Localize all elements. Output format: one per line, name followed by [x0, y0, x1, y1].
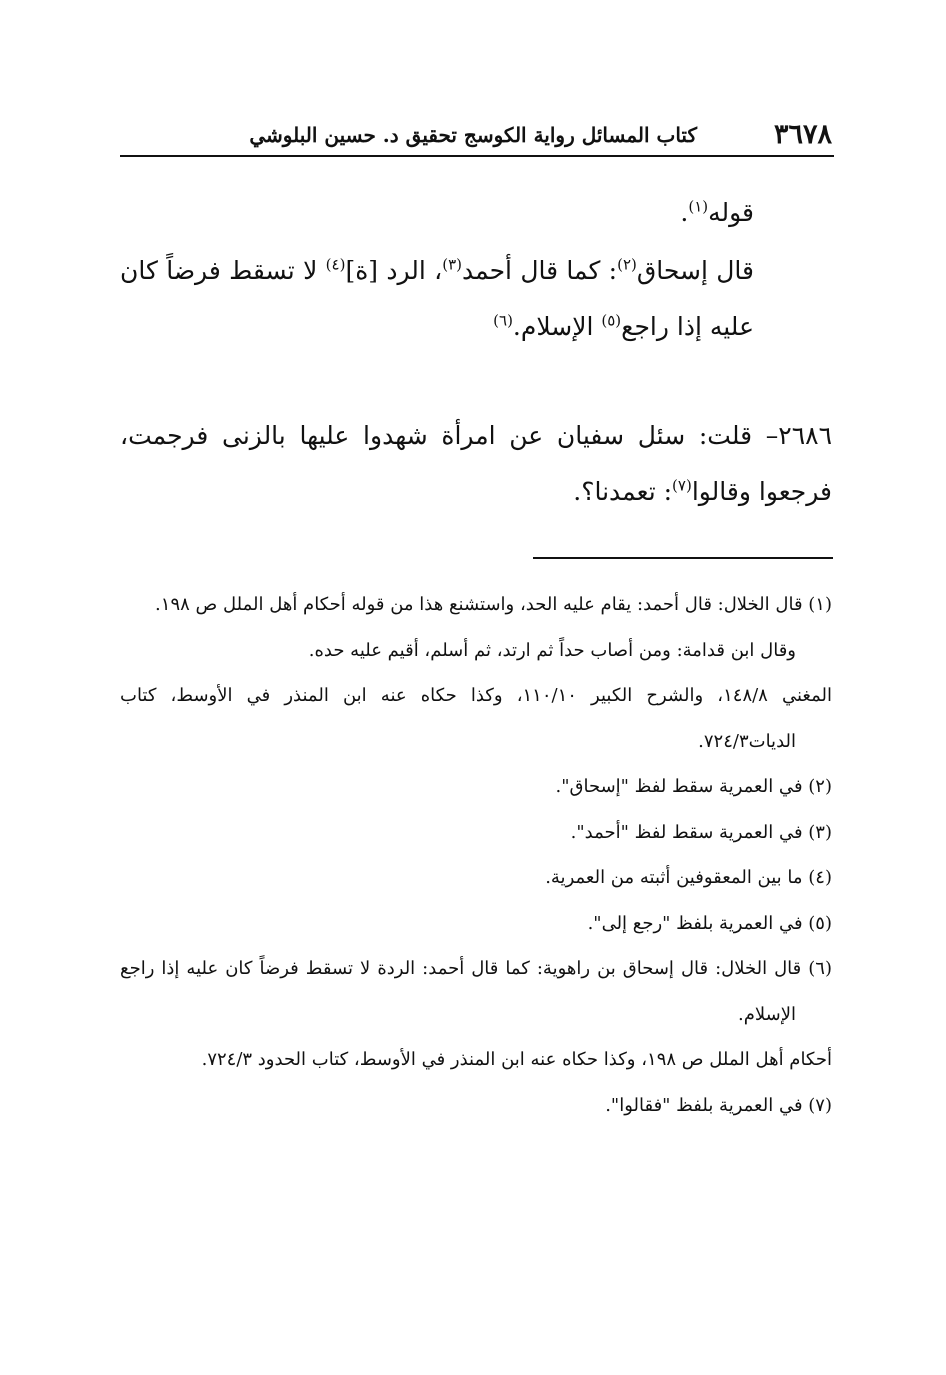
footnote-ref-1: (١): [688, 197, 709, 216]
footnote-ref-4: (٤): [325, 255, 346, 274]
footnote-6-source: أحكام أهل الملل ص ١٩٨، وكذا حكاه عنه ابن المنذر في الأوسط، كتاب الحدود ٧٢٤/٣.: [201, 1049, 832, 1070]
text-run: لا تسقط فرضاً كان عليه إذا راجع: [120, 256, 754, 341]
header-rule: [120, 155, 834, 157]
text-run: قوله: [708, 198, 754, 227]
footnote-4: (٤) ما بين المعقوفين أثبته من العمرية.: [545, 867, 832, 888]
footnote-ref-2: (٢): [617, 255, 637, 274]
issue-number: ٢٦٨٦–: [765, 421, 832, 450]
text-run: .: [680, 198, 689, 227]
footnote-1: (١) قال الخلال: قال أحمد: يقام عليه الحد، واستشنع هذا من قوله أحكام أهل الملل ص ١٩٨.: [155, 594, 832, 615]
footnote-separator: [533, 557, 833, 559]
paragraph-text: [120, 408, 832, 520]
text-run: : كما قال أحمد: [462, 256, 618, 285]
footnote-ref-5: (٥): [601, 311, 622, 330]
footnote-2: (٢) في العمرية سقط لفظ "إسحاق".: [555, 776, 832, 797]
footnote-ref-6: (٦): [493, 311, 513, 330]
main-text-paragraph-2686: [120, 408, 832, 520]
running-title: كتاب المسائل رواية الكوسج تحقيق د. حسين البلوشي: [249, 123, 697, 147]
main-text-paragraph-1: [120, 185, 832, 241]
footnote-6: (٦) قال الخلال: قال إسحاق بن راهوية: كما قال أحمد: الردة لا تسقط فرضاً كان عليه إذا راجع الإسلام.: [120, 958, 832, 1025]
text-run: قلت: سئل سفيان عن امرأة شهدوا عليها بالزنى فرجمت، فرجعوا وقالوا: [120, 421, 832, 506]
paragraph-line: [120, 185, 832, 241]
footnote-3: (٣) في العمرية سقط لفظ "أحمد".: [570, 821, 832, 843]
page-number: ٣٦٧٨: [773, 119, 832, 150]
text-run: الإسلام.: [512, 312, 602, 341]
footnotes: [120, 582, 832, 1128]
paragraph-text: [120, 243, 832, 355]
footnote-5: (٥) في العمرية بلفظ "رجع إلى".: [587, 912, 832, 934]
footnote-1-quote: وقال ابن قدامة: ومن أصاب حداً ثم ارتد، ثم أسلم، أقيم عليه حده.: [308, 639, 796, 661]
text-run: : تعمدنا؟.: [573, 477, 673, 506]
footnote-ref-3: (٣): [442, 255, 463, 274]
footnote-7: (٧) في العمرية بلفظ "فقالوا".: [605, 1094, 832, 1116]
main-text-paragraph-2: [120, 243, 832, 355]
text-run: ، الرد [ة]: [345, 256, 443, 285]
footnote-1-source: المغني ١٤٨/٨، والشرح الكبير ١١٠/١٠، وكذا حكاه عنه ابن المنذر في الأوسط، كتاب الديات٧٢٤/٣.: [120, 685, 832, 752]
page-header: [120, 118, 832, 160]
text-run: قال إسحاق: [636, 256, 754, 285]
footnote-ref-7: (٧): [672, 476, 692, 495]
